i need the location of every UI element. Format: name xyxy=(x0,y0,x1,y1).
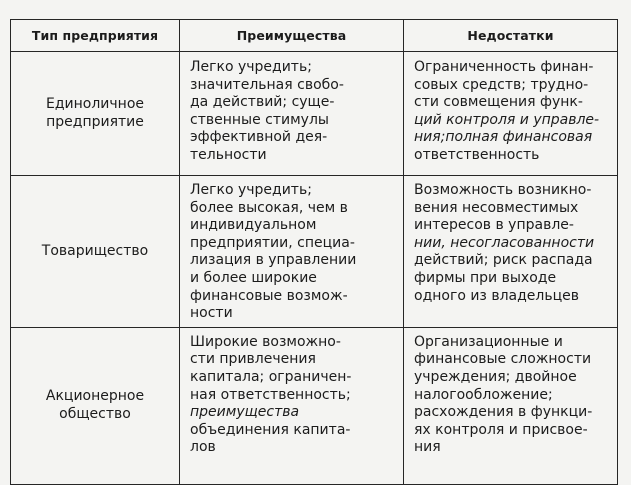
advantages-cell xyxy=(180,327,404,484)
disadvantages-line: финансовые сложности xyxy=(414,351,592,368)
header-advantages: Преимущества xyxy=(180,20,404,52)
enterprise-type-line: Единоличное xyxy=(46,95,144,112)
disadvantages-line: ях контроля и присвое- xyxy=(414,421,588,438)
enterprise-type-cell xyxy=(11,176,180,328)
disadvantages-line: действий; риск распада xyxy=(414,252,593,269)
table-row xyxy=(11,327,618,484)
advantages-line: предприятии, специа- xyxy=(190,234,355,251)
enterprise-type-cell xyxy=(11,52,180,176)
advantages-cell xyxy=(180,52,404,176)
disadvantages-line: фирмы при выходе xyxy=(414,269,557,286)
disadvantages-line: расхождения в функци- xyxy=(414,404,593,421)
disadvantages-line: ния;полная финансовая xyxy=(414,129,593,146)
advantages-line: тельности xyxy=(190,146,267,163)
disadvantages-line: Организационные и xyxy=(414,333,563,350)
advantages-line: ственные стимулы xyxy=(190,111,329,128)
header-disadvantages: Недостатки xyxy=(404,20,618,52)
disadvantages-line: учреждения; двойное xyxy=(414,368,577,385)
advantages-line: финансовые возмож- xyxy=(190,287,348,304)
header-row xyxy=(11,20,618,52)
advantages-line: индивидуальном xyxy=(190,217,317,234)
disadvantages-line: совых средств; трудно- xyxy=(414,76,589,93)
advantages-line: да действий; суще- xyxy=(190,94,335,111)
disadvantages-line: ций контроля и управле- xyxy=(414,111,600,128)
header-type: Тип предприятия xyxy=(11,20,180,52)
table-row xyxy=(11,176,618,328)
disadvantages-line: налогообложение; xyxy=(414,386,553,403)
disadvantages-line: одного из владельцев xyxy=(414,287,579,304)
enterprise-type-line: Товарищество xyxy=(41,242,149,259)
disadvantages-line: интересов в управле- xyxy=(414,217,574,234)
advantages-line: лов xyxy=(190,439,216,456)
disadvantages-line: ответственность xyxy=(414,146,540,163)
enterprise-types-table xyxy=(10,19,618,485)
disadvantages-line: Ограниченность финан- xyxy=(414,59,594,75)
disadvantages-line: Возможность возникно- xyxy=(414,182,592,198)
enterprise-type-line: общество xyxy=(59,405,131,422)
advantages-line: Широкие возможно- xyxy=(190,333,341,350)
disadvantages-line: нии, несогласованности xyxy=(414,234,595,251)
advantages-line: ности xyxy=(190,305,233,322)
disadvantages-cell xyxy=(404,327,618,484)
advantages-line: капитала; ограничен- xyxy=(190,368,352,385)
advantages-line: преимущества xyxy=(190,404,300,421)
advantages-cell xyxy=(180,176,404,328)
disadvantages-line: сти совмещения функ- xyxy=(414,94,583,111)
advantages-line: значительная свобо- xyxy=(190,76,344,93)
enterprise-type-cell xyxy=(11,327,180,484)
advantages-line: эффективной дея- xyxy=(190,129,328,146)
advantages-line: и более широкие xyxy=(190,269,317,286)
disadvantages-cell xyxy=(404,52,618,176)
table-row xyxy=(11,52,618,176)
advantages-line: лизация в управлении xyxy=(190,252,357,269)
advantages-line: сти привлечения xyxy=(190,351,316,368)
disadvantages-line: ния xyxy=(414,439,441,456)
advantages-line: Легко учредить; xyxy=(190,59,312,75)
disadvantages-cell xyxy=(404,176,618,328)
advantages-line: Легко учредить; xyxy=(190,182,312,198)
enterprise-type-line: Акционерное xyxy=(45,388,145,405)
advantages-line: объединения капита- xyxy=(190,421,351,438)
advantages-line: ная ответственность; xyxy=(190,386,351,403)
enterprise-type-line: предприятие xyxy=(46,113,144,130)
disadvantages-line: вения несовместимых xyxy=(414,199,579,216)
advantages-line: более высокая, чем в xyxy=(190,199,348,216)
